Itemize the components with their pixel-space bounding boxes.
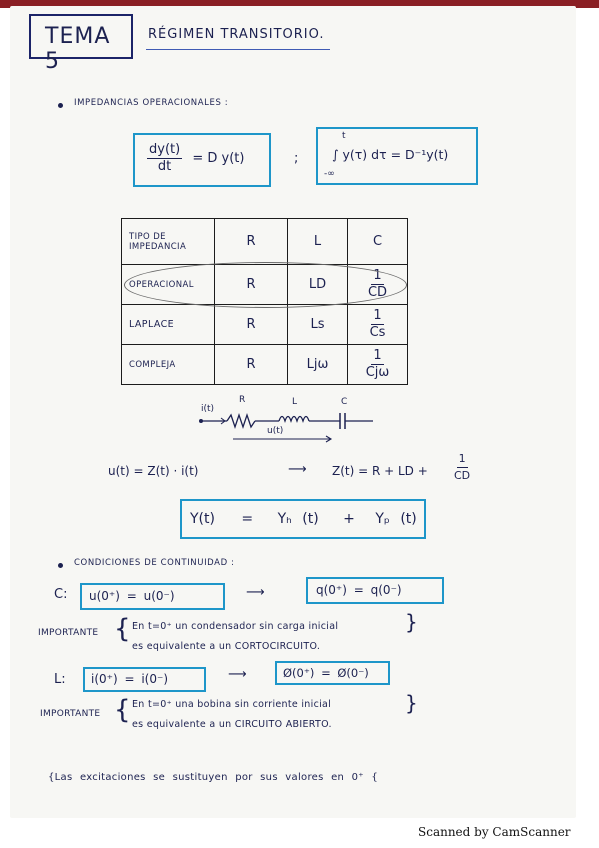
z-fraction <box>454 452 470 483</box>
integral-lower-limit: -∞ <box>324 169 335 179</box>
c-fraction <box>370 309 386 340</box>
z-frac <box>454 452 470 483</box>
c-fraction <box>366 349 390 380</box>
flux-continuity-box <box>275 661 390 685</box>
arrow-icon: ⟶ <box>228 667 247 682</box>
table-cell-c <box>348 305 408 345</box>
c-numerator: 1 <box>373 348 382 363</box>
i-continuity-box <box>83 667 206 692</box>
derivative-numerator: dy(t) <box>149 142 181 157</box>
y-equation-box <box>180 499 426 539</box>
table-cell-r: R <box>215 265 288 305</box>
derivative-fraction <box>147 143 182 174</box>
circuit-l-label: L <box>292 397 298 407</box>
tema-title-box <box>29 14 133 74</box>
table-cell-l: Ls <box>288 305 348 345</box>
l-label: L: <box>54 672 66 687</box>
formula-box-integral <box>316 127 478 185</box>
important-label: IMPORTANTE <box>40 709 101 719</box>
y-particular: Yₚ (t) <box>375 511 417 527</box>
important-note-line: En t=0⁺ una bobina sin corriente inicial <box>132 699 332 710</box>
important-label: IMPORTANTE <box>38 628 99 638</box>
q-continuity-box <box>306 577 444 604</box>
c-continuity-eq: u(0⁺) = u(0⁻) <box>89 589 175 603</box>
q-continuity-eq: q(0⁺) = q(0⁻) <box>316 583 402 597</box>
u-equation: u(t) = Z(t) · i(t) <box>108 464 199 478</box>
arrow-icon: ⟶ <box>288 462 307 477</box>
c-denominator: Cjω <box>365 365 390 380</box>
table-row <box>122 345 408 385</box>
z-frac-numerator: 1 <box>457 452 468 468</box>
important-note-line: es equivalente a un CIRCUITO ABIERTO. <box>132 719 332 730</box>
table-header-l: L <box>288 219 348 265</box>
table-header-tipo: TIPO DE IMPEDANCIA <box>122 219 215 265</box>
table-cell-type: LAPLACE <box>122 305 215 345</box>
tema-title: TEMA 5 <box>45 24 111 74</box>
section-heading-continuidad: CONDICIONES DE CONTINUIDAD : <box>74 558 235 568</box>
formula-separator: ; <box>294 151 299 166</box>
brace-icon: { <box>114 695 131 725</box>
y-homogeneous: Yₕ (t) <box>277 511 319 527</box>
y-equals: = <box>241 511 254 527</box>
formula-box-derivative <box>133 133 271 187</box>
final-note: {Las excitaciones se sustituyen por sus valores en 0⁺ { <box>48 772 379 783</box>
brace-icon: } <box>405 691 418 715</box>
c-numerator: 1 <box>373 268 382 283</box>
table-row <box>122 305 408 345</box>
table-cell-type: COMPLEJA <box>122 345 215 385</box>
y-lhs: Y(t) <box>190 511 215 527</box>
table-header-row <box>122 219 408 265</box>
integral-formula: ∫ y(τ) dτ = D⁻¹y(t) <box>332 147 449 162</box>
c-label: C: <box>54 587 68 602</box>
section-heading-impedancias: IMPEDANCIAS OPERACIONALES : <box>74 98 229 108</box>
integral-upper-limit: t <box>342 131 346 141</box>
derivative-formula <box>147 143 244 174</box>
z-frac-denominator: CD <box>454 469 471 482</box>
derivative-denominator: dt <box>157 159 172 174</box>
y-equation <box>190 511 417 527</box>
bullet-icon <box>58 563 63 568</box>
bullet-icon <box>58 103 63 108</box>
c-continuity-box <box>80 583 225 610</box>
scanner-watermark: Scanned by CamScanner <box>418 825 571 839</box>
table-cell-l: Ljω <box>288 345 348 385</box>
important-note-line: es equivalente a un CORTOCIRCUITO. <box>132 641 321 652</box>
rlc-circuit-diagram <box>195 395 395 445</box>
derivative-rhs: = D y(t) <box>192 151 245 166</box>
circuit-c-label: C <box>341 397 348 407</box>
table-cell-l: LD <box>288 265 348 305</box>
c-denominator: CD <box>367 285 388 300</box>
circuit-r-label: R <box>239 395 246 405</box>
c-denominator: Cs <box>369 325 386 340</box>
operacional-row-highlight <box>124 262 407 308</box>
arrow-icon: ⟶ <box>246 585 265 600</box>
y-plus: + <box>343 511 355 527</box>
circuit-voltage-label: u(t) <box>267 426 284 436</box>
table-cell-type: OPERACIONAL <box>122 265 215 305</box>
flux-continuity-eq: Ø(0⁺) = Ø(0⁻) <box>283 666 369 680</box>
table-cell-c <box>348 345 408 385</box>
z-equation: Z(t) = R + LD + <box>332 464 428 478</box>
table-header-c: C <box>348 219 408 265</box>
important-note-line: En t=0⁺ un condensador sin carga inicial <box>132 621 339 632</box>
i-continuity-eq: i(0⁺) = i(0⁻) <box>91 672 169 686</box>
brace-icon: } <box>405 610 418 634</box>
table-cell-r: R <box>215 305 288 345</box>
subtitle-underline <box>146 49 330 50</box>
circuit-current-label: i(t) <box>201 404 215 414</box>
page-subtitle: RÉGIMEN TRANSITORIO. <box>148 27 325 42</box>
table-cell-r: R <box>215 345 288 385</box>
table-header-r: R <box>215 219 288 265</box>
c-numerator: 1 <box>373 308 382 323</box>
brace-icon: { <box>114 614 131 644</box>
